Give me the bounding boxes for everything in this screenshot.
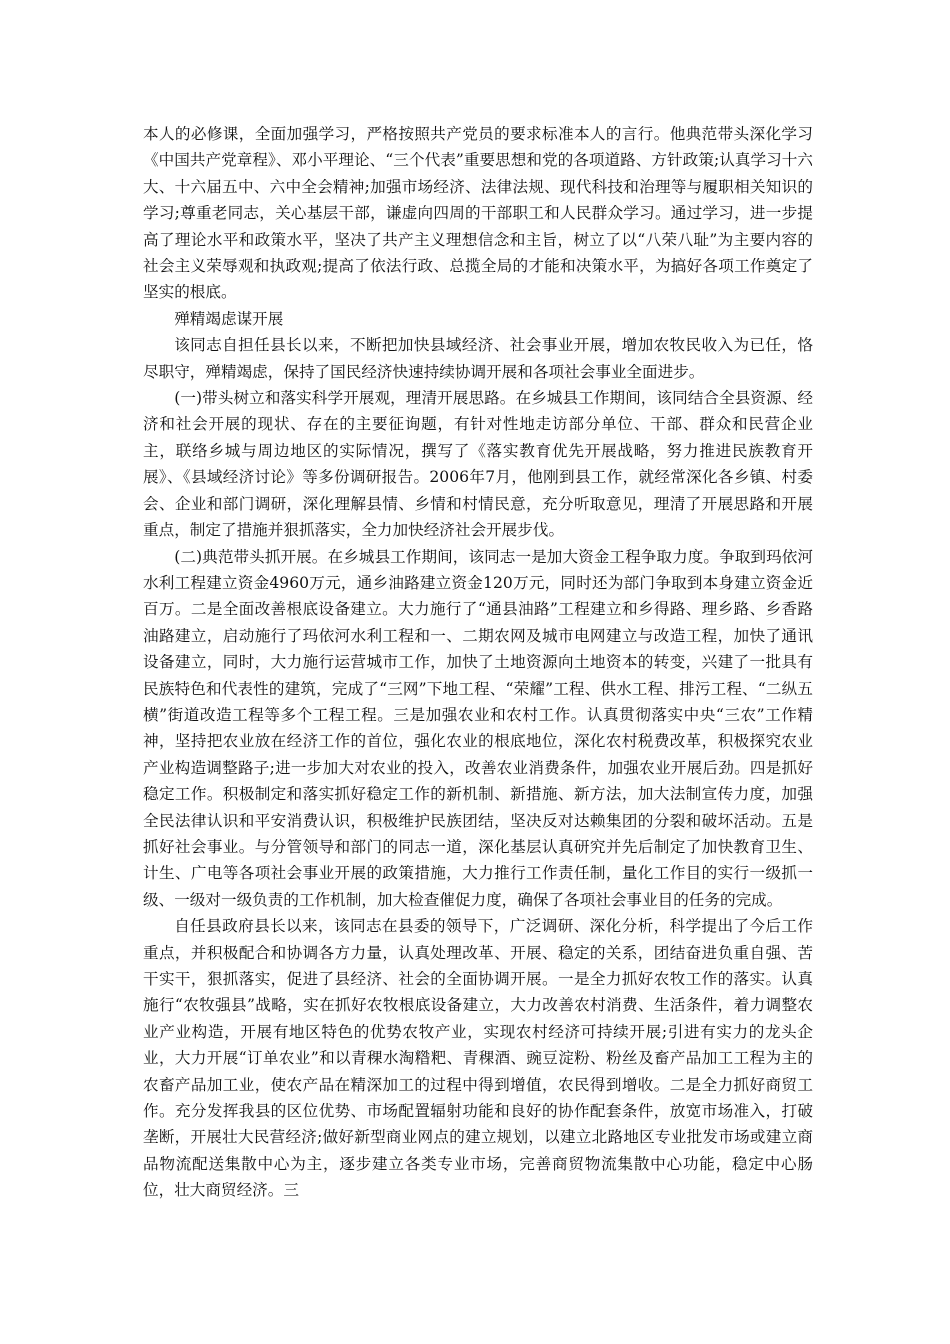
paragraph-study: 本人的必修课，全面加强学习，严格按照共产党员的要求标准本人的言行。他典范带头深化学习《中国共产党章程》、邓小平理论、“三个代表”重要思想和党的各项道路、方针政策;认真学习十六大、十六届五中、六中全会精神;加强市场经济、法律法规、现代科技和治理等与履职相关知识的学习;尊重老同志，关心基层干部，谦虚向四周的干部职工和人民群众学习。通过学习，进一步提高了理论水平和政策水平，坚决了共产主义理想信念和主旨，树立了以“八荣八耻”为主要内容的社会主义荣辱观和执政观;提高了依法行政、总揽全局的才能和决策水平，为搞好各项工作奠定了坚实的根底。 bbox=[143, 125, 813, 302]
paragraph-county-head: 自任县政府县长以来，该同志在县委的领导下，广泛调研、深化分析，科学提出了今后工作重点，并积极配合和协调各方力量，认真处理改革、开展、稳定的关系，团结奋进负重自强、苦干实干，狠抓落实，促进了县经济、社会的全面协调开展。一是全力抓好农牧工作的落实。认真施行“农牧强县”战略，实在抓好农牧根底设备建立，大力改善农村消费、生活条件，着力调整农业产业构造，开展有地区特色的优势农牧产业，实现农村经济可持续开展;引进有实力的龙头企业，大力开展“订单农业”和以青稞水淘糌粑、青稞酒、豌豆淀粉、粉丝及畜产品加工工程为主的农畜产品加工业，使农产品在精深加工的过程中得到增值，农民得到增收。二是全力抓好商贸工作。充分发挥我县的区位优势、市场配置辐射功能和良好的协作配套条件，放宽市场准入，打破垄断，开展壮大民营经济;做好新型商业网点的建立规划，以建立北路地区专业批发市场或建立商品物流配送集散中心为主，逐步建立各类专业市场，完善商贸物流集散中心功能，稳定中心肠位，壮大商贸经济。三 bbox=[143, 917, 813, 1200]
document-body bbox=[143, 121, 813, 1204]
paragraph-intro: 该同志自担任县长以来，不断把加快县域经济、社会事业开展，增加农牧民收入为已任，恪尽职守，殚精竭虑，保持了国民经济快速持续协调开展和各项社会事业全面进步。 bbox=[143, 336, 813, 381]
section-heading: 殚精竭虑谋开展 bbox=[174, 309, 284, 328]
paragraph-section-one: (一)带头树立和落实科学开展观，理清开展思路。在乡城县工作期间，该同结合全县资源、经济和社会开展的现状、存在的主要征询题，有针对性地走访部分单位、干部、群众和民营企业主，联络乡城与周边地区的实际情况，撰写了《落实教育优先开展战略，努力推进民族教育开展》、《县域经济讨论》等多份调研报告。2006年7月，他刚到县工作，就经常深化各乡镇、村委会、企业和部门调研，深化理解县情、乡情和村情民意，充分听取意见，理清了开展思路和开展重点，制定了措施并狠抓落实，全力加快经济社会开展步伐。 bbox=[143, 389, 813, 540]
paragraph-section-two: (二)典范带头抓开展。在乡城县工作期间，该同志一是加大资金工程争取力度。争取到玛依河水利工程建立资金4960万元，通乡油路建立资金120万元，同时还为部门争取到本身建立资金近百万。二是全面改善根底设备建立。大力施行了“通县油路”工程建立和乡得路、理乡路、乡香路油路建立，启动施行了玛依河水利工程和一、二期农网及城市电网建立与改造工程，加快了通讯设备建立，同时，大力施行运营城市工作，加快了土地资源向土地资本的转变，兴建了一批具有民族特色和代表性的建筑，完成了“三网”下地工程、“荣耀”工程、供水工程、排污工程、“二纵五横”街道改造工程等多个工程工程。三是加强农业和农村工作。认真贯彻落实中央“三农”工作精神，坚持把农业放在经济工作的首位，强化农业的根底地位，深化农村税费改革，积极探究农业产业构造调整路子;进一步加大对农业的投入，改善农业消费条件，加强农业开展后劲。四是抓好稳定工作。积极制定和落实抓好稳定工作的新机制、新措施、新方法，加大法制宣传力度，加强全民法律认识和平安消费认识，积极维护民族团结，坚决反对达赖集团的分裂和破坏活动。五是抓好社会事业。与分管领导和部门的同志一道，深化基层认真研究并先后制定了加快教育卫生、计生、广电等各项社会事业开展的政策措施，大力推行工作责任制，量化工作目的实行一级抓一级、一级对一级负责的工作机制，加大检查催促力度，确保了各项社会事业目的任务的完成。 bbox=[143, 547, 813, 909]
